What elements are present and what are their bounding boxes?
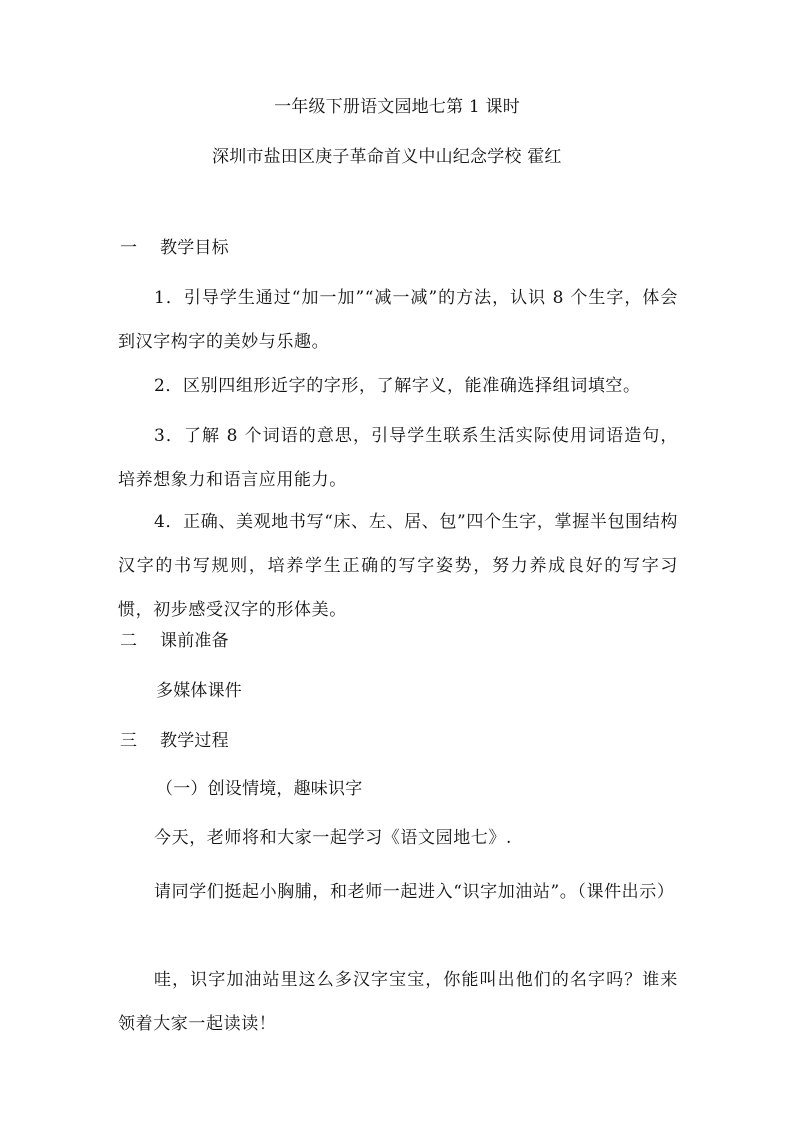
preparation-content: 多媒体课件 (156, 681, 242, 701)
objective-item-3: 3．了解 8 个词语的意思，引导学生联系生活实际使用词语造句，培养想象力和语言应用能力。 (118, 426, 678, 490)
section-number: 三 (120, 731, 138, 751)
process-paragraph-1: 今天，老师将和大家一起学习《语文园地七》. (154, 828, 513, 848)
document-title: 一年级下册语文园地七第 1 课时 (274, 97, 520, 117)
section-title: 教学过程 (160, 731, 229, 751)
objective-item-4: 4．正确、美观地书写“床、左、居、包”四个生字，掌握半包围结构汉字的书写规则，培养学生正确的写字姿势，努力养成良好的写字习惯，初步感受汉字的形体美。 (118, 512, 678, 620)
section-heading-preparation (120, 630, 229, 652)
process-paragraph-3: 哇，识字加油站里这么多汉字宝宝，你能叫出他们的名字吗？谁来领着大家一起读读！ (118, 970, 678, 1034)
process-paragraph-2: 请同学们挺起小胸脯，和老师一起进入“识字加油站”。（课件出示） (154, 882, 675, 902)
objective-item-2: 2．区别四组形近字的字形，了解字义，能准确选择组词填空。 (154, 376, 641, 396)
author-line: 深圳市盐田区庚子革命首义中山纪念学校 霍红 (212, 147, 562, 167)
section-heading-objectives (120, 237, 229, 259)
section-number: 一 (120, 238, 138, 258)
section-heading-process (120, 730, 229, 752)
section-number: 二 (120, 631, 138, 651)
section-title: 教学目标 (160, 238, 229, 258)
subsection-heading: （一）创设情境，趣味识字 (156, 779, 363, 799)
objective-item-1: 1．引导学生通过“加一加”“减一减”的方法，认识 8 个生字，体会到汉字构字的美妙与乐趣。 (118, 288, 678, 352)
section-title: 课前准备 (160, 631, 229, 651)
